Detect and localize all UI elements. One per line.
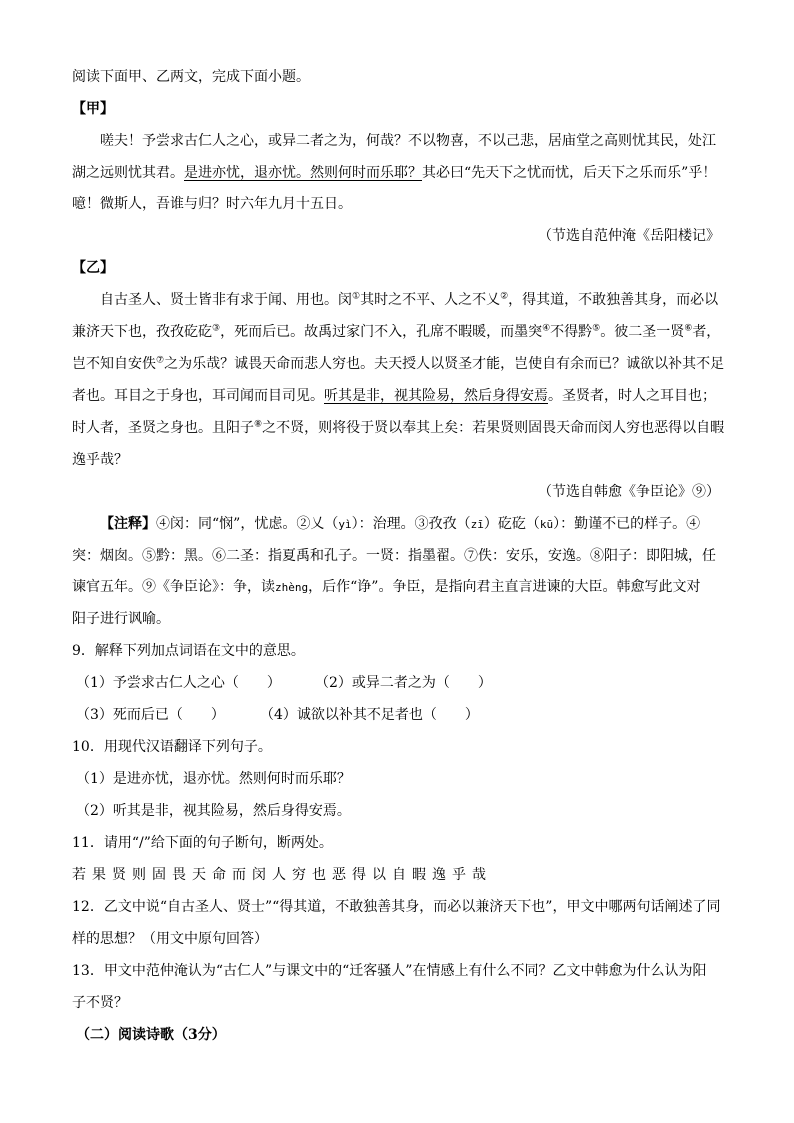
notes-text: ，后作“诤”。争臣，是指向君主直言进谏的大臣。韩愈写此文对 — [308, 579, 701, 595]
pinyin: kū — [539, 518, 554, 531]
passage-jia-line-1: 嗟夫！予尝求古仁人之心，或异二者之为，何哉？不以物喜，不以己悲，居庙堂之高则忧其民，处江 — [100, 133, 716, 149]
passage-yi-heading: 【乙】 — [72, 260, 114, 276]
passage-yi-line-6: 逸乎哉？ — [72, 452, 128, 468]
notes-line-2: 突：烟囱。⑤黔：黑。⑥二圣：指夏禹和孔子。一贤：指墨翟。⑦佚：安乐，安逸。⑧阳子：即阳城，任 — [72, 548, 716, 564]
question-10-item-2: （2）听其是非，视其险易，然后身得安焉。 — [76, 803, 351, 819]
passage-yi-text: ，死而后已。故禹过家门不入，孔席不暇暖，而墨突 — [220, 324, 543, 340]
footnote-marker: ② — [500, 291, 509, 302]
passage-yi-line-4 — [72, 386, 716, 406]
question-9-item-3: （3）死而后已（ ） — [76, 707, 225, 723]
passage-jia-text: 其必曰“先天下之忧而忧，后天下之乐而乐”乎！ — [422, 165, 717, 181]
question-9-item-2: （2）或异二者之为（ ） — [315, 675, 492, 691]
question-9-item-1: （1）予尝求古仁人之心（ ） — [76, 675, 281, 691]
question-10-item-1: （1）是进亦忧，退亦忧。然则何时而乐耶？ — [76, 771, 351, 787]
pinyin: zhèng — [275, 581, 309, 594]
passage-yi-text: 其时之不平、人之不乂 — [360, 292, 501, 308]
passage-yi-text: 岂不知自安佚 — [72, 356, 156, 372]
question-10-stem: 10．用现代汉语翻译下列句子。 — [72, 739, 272, 755]
passage-yi-line-1 — [100, 290, 718, 310]
question-11-stem: 11．请用“/”给下面的句子断句，断两处。 — [72, 835, 333, 851]
passage-yi-text: 之为乐哉？诚畏天命而悲人穷也。夫天授人以贤圣才能，岂使自有余而已？诚欲以补其不足 — [164, 356, 725, 372]
footnote-marker: ⑤ — [592, 323, 601, 334]
footnote-marker: ⑦ — [156, 355, 165, 366]
passage-yi-text: 者也。耳目之于身也，耳司闻而目司见。 — [72, 388, 324, 404]
passage-yi-text: ，得其道，不敢独善其身，而必以 — [508, 292, 719, 308]
question-13-line-1: 13．甲文中范仲淹认为“古仁人”与课文中的“迁客骚人”在情感上有什么不同？乙文中韩愈为什么认为阳 — [72, 963, 707, 979]
passage-yi-source: （节选自韩愈《争臣论》⑨） — [538, 484, 720, 500]
passage-jia-line-3: 噫！微斯人，吾谁与归？时六年九月十五日。 — [72, 196, 352, 212]
section-poetry-heading: （二）阅读诗歌（3分） — [76, 1027, 226, 1043]
footnote-marker: ① — [352, 291, 361, 302]
passage-jia-line-2 — [72, 163, 716, 183]
passage-yi-text: 时人者，圣贤之身也。且阳子 — [72, 420, 254, 436]
passage-yi-text: 。圣贤者，时人之耳目也； — [548, 388, 716, 404]
notes-line-3 — [72, 577, 700, 598]
footnote-marker: ④ — [542, 323, 551, 334]
reading-instruction: 阅读下面甲、乙两文，完成下面小题。 — [72, 69, 310, 85]
pinyin: zī — [470, 518, 484, 531]
question-13-line-2: 子不贤？ — [72, 995, 128, 1011]
notes-text: ④闵：同“悯”，忧虑。②乂（ — [156, 516, 339, 532]
passage-jia-text: 湖之远则忧其君。 — [72, 165, 184, 181]
notes-line-1 — [100, 514, 700, 535]
passage-yi-text: 。彼二圣一贤 — [600, 324, 685, 340]
passage-yi-text: 不得黔 — [550, 324, 593, 340]
footnote-marker: ⑧ — [254, 419, 263, 430]
notes-text: 谏官五年。⑨《争臣论》：争，读 — [72, 579, 275, 595]
footnote-marker: ⑥ — [684, 323, 693, 334]
question-9-stem: 9．解释下列加点词语在文中的意思。 — [72, 643, 305, 659]
passage-yi-line-5 — [72, 418, 724, 438]
question-11-sentence: 若果贤则固畏天命而闵人穷也恶得以自暇逸乎哉 — [72, 867, 492, 883]
footnote-marker: ③ — [212, 323, 221, 334]
notes-line-4: 阳子进行讽喻。 — [72, 611, 170, 627]
passage-yi-text: 之不贤，则将役于贤以奉其上矣：若果贤则固畏天命而闵人穷也恶得以自暇 — [262, 420, 725, 436]
passage-yi-text: 者， — [692, 324, 721, 340]
notes-text: ）：勤谨不已的样子。④ — [553, 516, 701, 532]
passage-jia-underlined-sentence: 是进亦忧，退亦忧。然则何时而乐耶？ — [184, 165, 422, 181]
notes-label: 【注释】 — [100, 516, 156, 532]
pinyin: yì — [338, 518, 352, 531]
notes-text: ）：治理。③孜孜（ — [351, 516, 471, 532]
question-9-item-4: （4）诚欲以补其不足者也（ ） — [260, 707, 479, 723]
question-12-line-1: 12．乙文中说“自古圣人、贤士”“得其道，不敢独善其身，而必以兼济天下也”，甲文中哪两句话阐述了同 — [72, 899, 721, 915]
passage-yi-text: 自古圣人、贤士皆非有求于闻、用也。闵 — [100, 292, 352, 308]
passage-yi-text: 兼济天下也，孜孜矻矻 — [72, 324, 212, 340]
passage-jia-source: （节选自范仲淹《岳阳楼记》 — [538, 228, 720, 244]
passage-yi-line-3 — [72, 354, 724, 374]
notes-text: ）矻矻（ — [483, 516, 540, 532]
passage-yi-line-2 — [72, 322, 720, 342]
passage-jia-heading: 【甲】 — [72, 101, 114, 117]
passage-yi-underlined-sentence: 听其是非，视其险易，然后身得安焉 — [324, 388, 548, 404]
question-12-line-2: 样的思想？（用文中原句回答） — [72, 931, 268, 947]
